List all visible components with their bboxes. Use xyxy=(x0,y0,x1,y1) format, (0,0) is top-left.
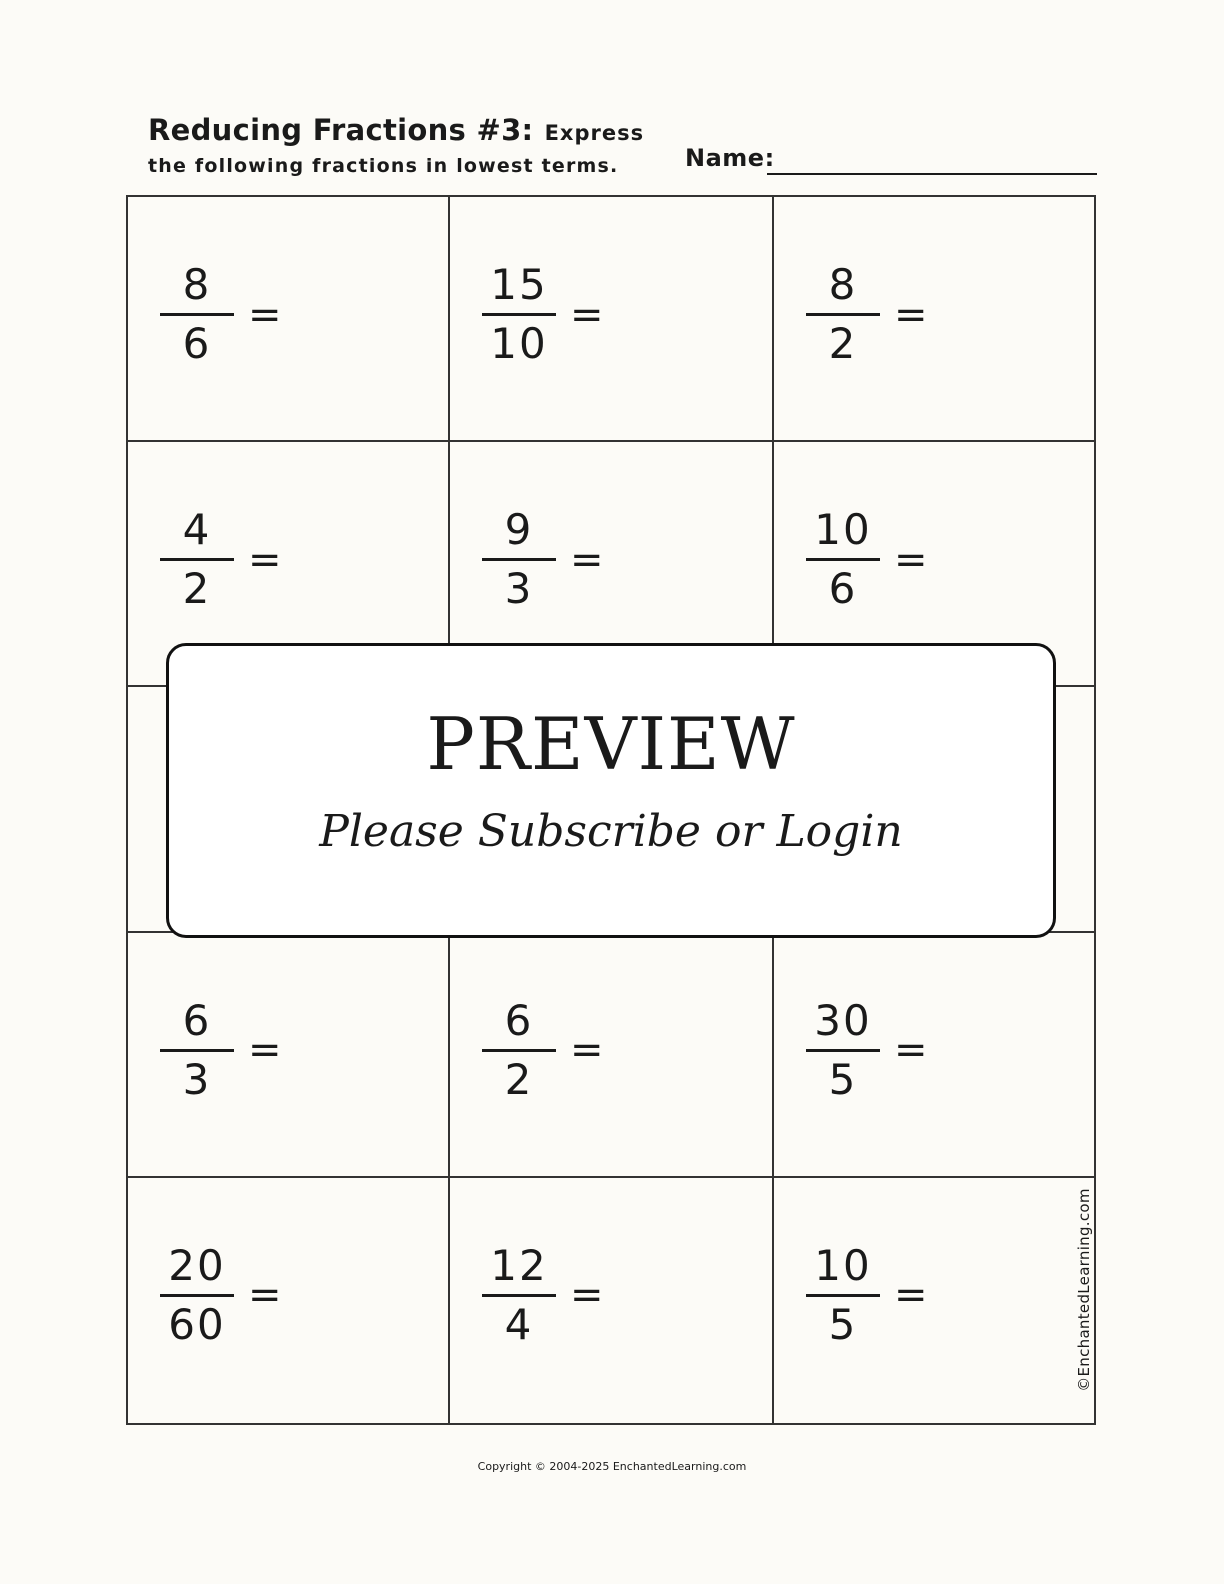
fraction-bar xyxy=(806,1049,880,1052)
problem-cell-13 xyxy=(128,1178,450,1423)
problem-cell-1 xyxy=(128,197,450,442)
fraction xyxy=(806,259,880,370)
problem-cell-15 xyxy=(774,1178,1094,1423)
numerator: 30 xyxy=(814,995,872,1045)
fraction xyxy=(482,259,556,370)
numerator: 4 xyxy=(182,505,212,555)
problem-cell-2 xyxy=(450,197,774,442)
name-field-line[interactable] xyxy=(767,173,1097,175)
fraction-bar xyxy=(806,313,880,316)
numerator: 6 xyxy=(182,995,212,1045)
equals-sign: = xyxy=(894,536,928,583)
problem-cell-12 xyxy=(774,933,1094,1178)
denominator: 5 xyxy=(828,1054,858,1104)
preview-overlay[interactable] xyxy=(166,643,1056,938)
denominator: 3 xyxy=(182,1054,212,1104)
equals-sign: = xyxy=(248,1272,282,1319)
fraction-bar xyxy=(160,558,234,561)
subscribe-login-prompt[interactable]: Please Subscribe or Login xyxy=(319,806,903,857)
instruction-text-start: Express xyxy=(544,121,645,145)
denominator: 2 xyxy=(828,319,858,368)
fraction-bar xyxy=(806,1294,880,1297)
fraction xyxy=(160,259,234,370)
fraction-bar xyxy=(160,1294,234,1297)
fraction xyxy=(806,1240,880,1351)
denominator: 3 xyxy=(504,564,534,614)
instruction-text: the following fractions in lowest terms. xyxy=(148,155,619,177)
fraction xyxy=(806,995,880,1106)
numerator: 12 xyxy=(490,1240,548,1290)
fraction-bar xyxy=(160,1049,234,1052)
fraction-bar xyxy=(160,313,234,316)
equals-sign: = xyxy=(894,291,928,338)
equals-sign: = xyxy=(570,1272,604,1319)
denominator: 60 xyxy=(168,1299,226,1349)
fraction xyxy=(160,504,234,615)
denominator: 2 xyxy=(182,564,212,614)
equals-sign: = xyxy=(894,1272,928,1319)
denominator: 2 xyxy=(504,1054,534,1104)
equals-sign: = xyxy=(570,536,604,583)
fraction xyxy=(482,995,556,1106)
fraction xyxy=(160,1240,234,1351)
numerator: 6 xyxy=(504,995,534,1045)
fraction xyxy=(482,1240,556,1351)
numerator: 20 xyxy=(168,1240,226,1290)
numerator: 9 xyxy=(504,505,534,555)
equals-sign: = xyxy=(248,536,282,583)
fraction-bar xyxy=(482,313,556,316)
equals-sign: = xyxy=(248,291,282,338)
fraction-bar xyxy=(482,558,556,561)
title-line xyxy=(148,113,668,147)
denominator: 5 xyxy=(828,1299,858,1349)
equals-sign: = xyxy=(570,291,604,338)
numerator: 15 xyxy=(490,260,548,309)
numerator: 8 xyxy=(182,260,212,309)
denominator: 6 xyxy=(828,564,858,614)
fraction-bar xyxy=(482,1049,556,1052)
numerator: 8 xyxy=(828,260,858,309)
equals-sign: = xyxy=(570,1027,604,1074)
fraction-bar xyxy=(806,558,880,561)
problem-cell-10 xyxy=(128,933,450,1178)
denominator: 4 xyxy=(504,1299,534,1349)
fraction xyxy=(806,504,880,615)
denominator: 6 xyxy=(182,319,212,368)
fraction-bar xyxy=(482,1294,556,1297)
problem-cell-3 xyxy=(774,197,1094,442)
equals-sign: = xyxy=(894,1027,928,1074)
numerator: 10 xyxy=(814,1240,872,1290)
name-label: Name: xyxy=(685,144,775,172)
denominator: 10 xyxy=(490,319,548,368)
worksheet-title: Reducing Fractions #3: xyxy=(148,113,534,147)
fraction xyxy=(482,504,556,615)
worksheet-header xyxy=(148,113,668,177)
equals-sign: = xyxy=(248,1027,282,1074)
side-credit: ©EnchantedLearning.com xyxy=(1075,1188,1093,1392)
problem-cell-14 xyxy=(450,1178,774,1423)
numerator: 10 xyxy=(814,505,872,555)
fraction xyxy=(160,995,234,1106)
problem-cell-11 xyxy=(450,933,774,1178)
preview-title: PREVIEW xyxy=(426,702,796,786)
copyright-footer: Copyright © 2004-2025 EnchantedLearning.com xyxy=(477,1460,747,1473)
